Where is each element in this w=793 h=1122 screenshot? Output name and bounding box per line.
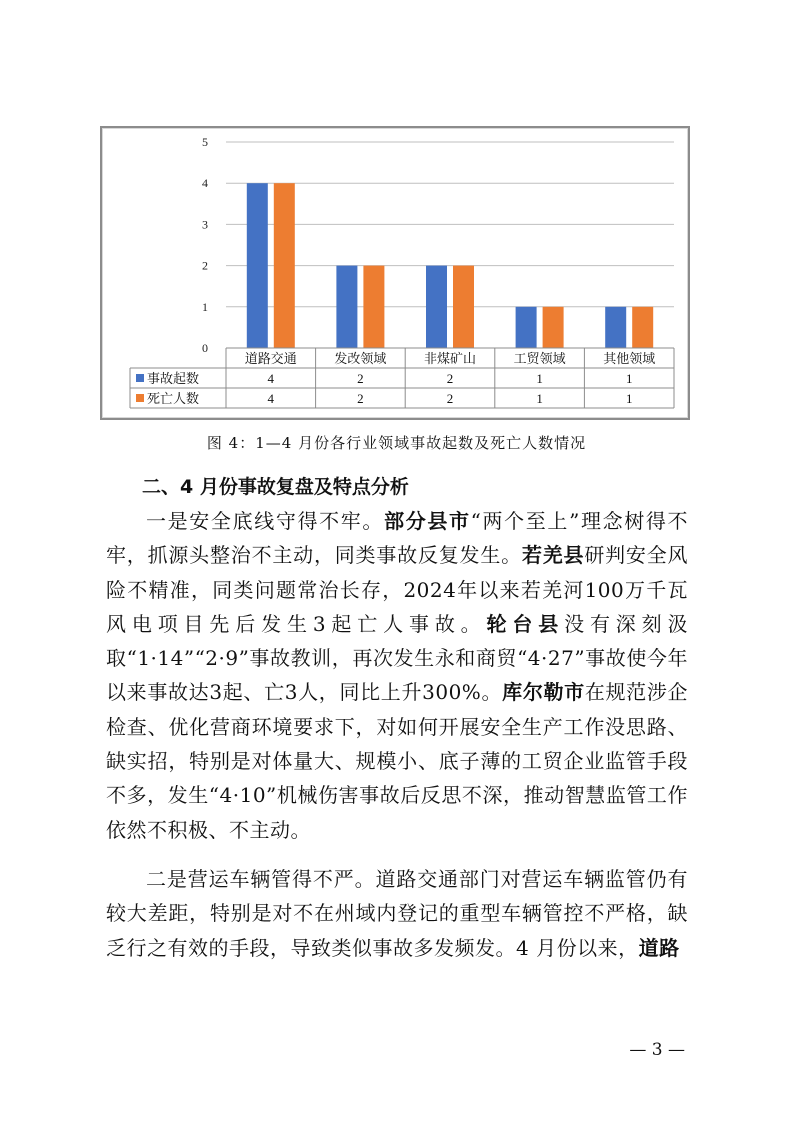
y-tick-label: 2 xyxy=(202,258,208,273)
data-value: 4 xyxy=(267,391,275,406)
data-value: 2 xyxy=(357,371,364,386)
bar-accidents xyxy=(426,266,447,348)
y-tick-label: 4 xyxy=(202,176,208,191)
category-label: 其他领域 xyxy=(603,352,656,367)
bar-deaths xyxy=(632,307,653,348)
data-value: 4 xyxy=(267,371,275,386)
p1-s4: 在规范涉企检查、优化营商环境要求下，对如何开展安全生产工作没思路、缺实招，特别是对体量大、规模小、底子薄的工贸企业监管手段不多，发生“4·10”机械伤害事故后反思不深，推动智慧监管工作依然不积极、不主动。 xyxy=(106,680,688,842)
category-label: 工贸领域 xyxy=(513,352,566,367)
p1-s3-bold: 轮台县 xyxy=(486,611,565,636)
data-value: 1 xyxy=(536,391,543,406)
bar-deaths xyxy=(543,307,564,348)
category-label: 发改领域 xyxy=(334,352,387,367)
p1-s2-bold: 若羌县 xyxy=(521,543,585,568)
chart-frame xyxy=(100,126,690,420)
page-number: — 3 — xyxy=(629,1040,685,1060)
p1-s1: “两个至上”理念树得不牢，抓源头整治不主动，同类事故反复发生。 xyxy=(106,509,689,568)
y-tick-label: 3 xyxy=(202,217,208,232)
p1-s3: 没有深刻汲取“1·14”“2·9”事故教训，再次发生永和商贸“4·27”事故使今年以来事故达3起、亡3人，同比上升300%。 xyxy=(106,611,689,705)
legend-swatch xyxy=(136,374,144,382)
bar-chart xyxy=(102,128,692,422)
bar-deaths xyxy=(274,183,295,348)
data-value: 2 xyxy=(357,391,364,406)
data-value: 1 xyxy=(625,391,633,406)
p2-s1-bold: 道路 xyxy=(638,935,680,960)
p1-s2: 研判安全风险不精准，同类问题常治长存，2024年以来若羌河100万千瓦风电项目先后发生3起亡人事故。 xyxy=(106,543,689,636)
category-label: 非煤矿山 xyxy=(423,352,477,367)
y-tick-label: 5 xyxy=(202,135,208,149)
p1-s1-bold: 部分县市 xyxy=(384,509,471,533)
figure-caption: 图 4：1—4 月份各行业领域事故起数及死亡人数情况 xyxy=(206,434,587,452)
bar-deaths xyxy=(453,266,474,348)
legend-label: 事故起数 xyxy=(147,372,200,387)
data-value: 2 xyxy=(446,371,454,386)
y-tick-label: 1 xyxy=(202,299,208,314)
p2-lead: 二是营运车辆管得不严。 xyxy=(146,867,376,891)
paragraph-1 xyxy=(106,504,688,847)
paragraph-2 xyxy=(106,862,688,965)
legend-swatch xyxy=(136,394,144,402)
p2-s1: 道路交通部门对营运车辆监管仍有较大差距，特别是对不在州域内登记的重型车辆管控不严格，缺乏行之有效的手段，导致类似事故多发频发。4 月份以来， xyxy=(106,867,689,960)
section-heading: 二、4 月份事故复盘及特点分析 xyxy=(142,476,409,498)
category-label: 道路交通 xyxy=(244,352,297,367)
p1-s4-bold: 库尔勒市 xyxy=(502,680,585,705)
data-value: 1 xyxy=(625,371,633,386)
bar-accidents xyxy=(516,307,537,348)
bar-accidents xyxy=(247,183,268,348)
bar-accidents xyxy=(605,307,626,348)
data-value: 2 xyxy=(446,391,454,406)
data-value: 1 xyxy=(536,371,543,386)
y-tick-label: 0 xyxy=(202,341,208,355)
p1-lead: 一是安全底线守得不牢。 xyxy=(146,509,385,533)
legend-label: 死亡人数 xyxy=(147,392,200,407)
bar-accidents xyxy=(336,266,357,348)
bar-deaths xyxy=(363,266,384,348)
